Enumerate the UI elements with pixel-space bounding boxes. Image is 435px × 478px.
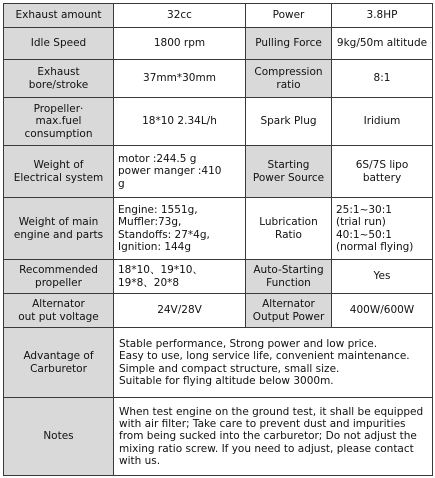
table-row bbox=[4, 60, 433, 98]
table-row bbox=[4, 98, 433, 146]
table-row bbox=[4, 260, 433, 294]
starting-power-label: Starting Power Source bbox=[246, 146, 332, 198]
table-row bbox=[4, 28, 433, 60]
bore-stroke-label: Exhaust bore/stroke bbox=[4, 60, 114, 98]
auto-starting-value: Yes bbox=[332, 260, 433, 294]
alternator-voltage-value: 24V/28V bbox=[114, 294, 246, 328]
pulling-force-value: 9kg/50m altitude bbox=[332, 28, 433, 60]
propeller-fuel-label: Propeller· max.fuel consumption bbox=[4, 98, 114, 146]
table-row bbox=[4, 328, 433, 398]
recommended-propeller-value: 18*10、19*10、 19*8、20*8 bbox=[114, 260, 246, 294]
carburetor-value: Stable performance, Strong power and low price. Easy to use, long service life, convenient maintenance. Simple and compact structure, small size. Suitable for flying altitude below 3000m. bbox=[114, 328, 433, 398]
table-row bbox=[4, 198, 433, 260]
idle-speed-label: Idle Speed bbox=[4, 28, 114, 60]
electrical-weight-label: Weight of Electrical system bbox=[4, 146, 114, 198]
auto-starting-label: Auto-Starting Function bbox=[246, 260, 332, 294]
table-row bbox=[4, 4, 433, 28]
engine-weight-label: Weight of main engine and parts bbox=[4, 198, 114, 260]
table-row bbox=[4, 398, 433, 476]
table-row bbox=[4, 294, 433, 328]
power-value: 3.8HP bbox=[332, 4, 433, 28]
idle-speed-value: 1800 rpm bbox=[114, 28, 246, 60]
starting-power-value: 6S/7S lipo battery bbox=[332, 146, 433, 198]
carburetor-label: Advantage of Carburetor bbox=[4, 328, 114, 398]
spark-plug-label: Spark Plug bbox=[246, 98, 332, 146]
notes-label: Notes bbox=[4, 398, 114, 476]
spark-plug-value: Iridium bbox=[332, 98, 433, 146]
electrical-weight-value: motor :244.5 g power manger :410 g bbox=[114, 146, 246, 198]
engine-weight-value: Engine: 1551g, Muffler:73g, Standoffs: 27*4g, Ignition: 144g bbox=[114, 198, 246, 260]
exhaust-amount-label: Exhaust amount bbox=[4, 4, 114, 28]
alternator-voltage-label: Alternator out put voltage bbox=[4, 294, 114, 328]
lubrication-label: Lubrication Ratio bbox=[246, 198, 332, 260]
lubrication-value: 25:1~30:1 (trial run) 40:1~50:1 (normal flying) bbox=[332, 198, 433, 260]
pulling-force-label: Pulling Force bbox=[246, 28, 332, 60]
table-row bbox=[4, 146, 433, 198]
notes-value: When test engine on the ground test, it shall be equipped with air filter; Take care to prevent dust and impurities from being sucked into the carburetor; Do not adjust the mixing ratio screw. If you need to adjust, please contact with us. bbox=[114, 398, 433, 476]
alternator-power-label: Alternator Output Power bbox=[246, 294, 332, 328]
exhaust-amount-value: 32cc bbox=[114, 4, 246, 28]
compression-ratio-label: Compression ratio bbox=[246, 60, 332, 98]
alternator-power-value: 400W/600W bbox=[332, 294, 433, 328]
recommended-propeller-label: Recommended propeller bbox=[4, 260, 114, 294]
engine-spec-table bbox=[3, 3, 433, 476]
power-label: Power bbox=[246, 4, 332, 28]
propeller-fuel-value: 18*10 2.34L/h bbox=[114, 98, 246, 146]
bore-stroke-value: 37mm*30mm bbox=[114, 60, 246, 98]
compression-ratio-value: 8:1 bbox=[332, 60, 433, 98]
